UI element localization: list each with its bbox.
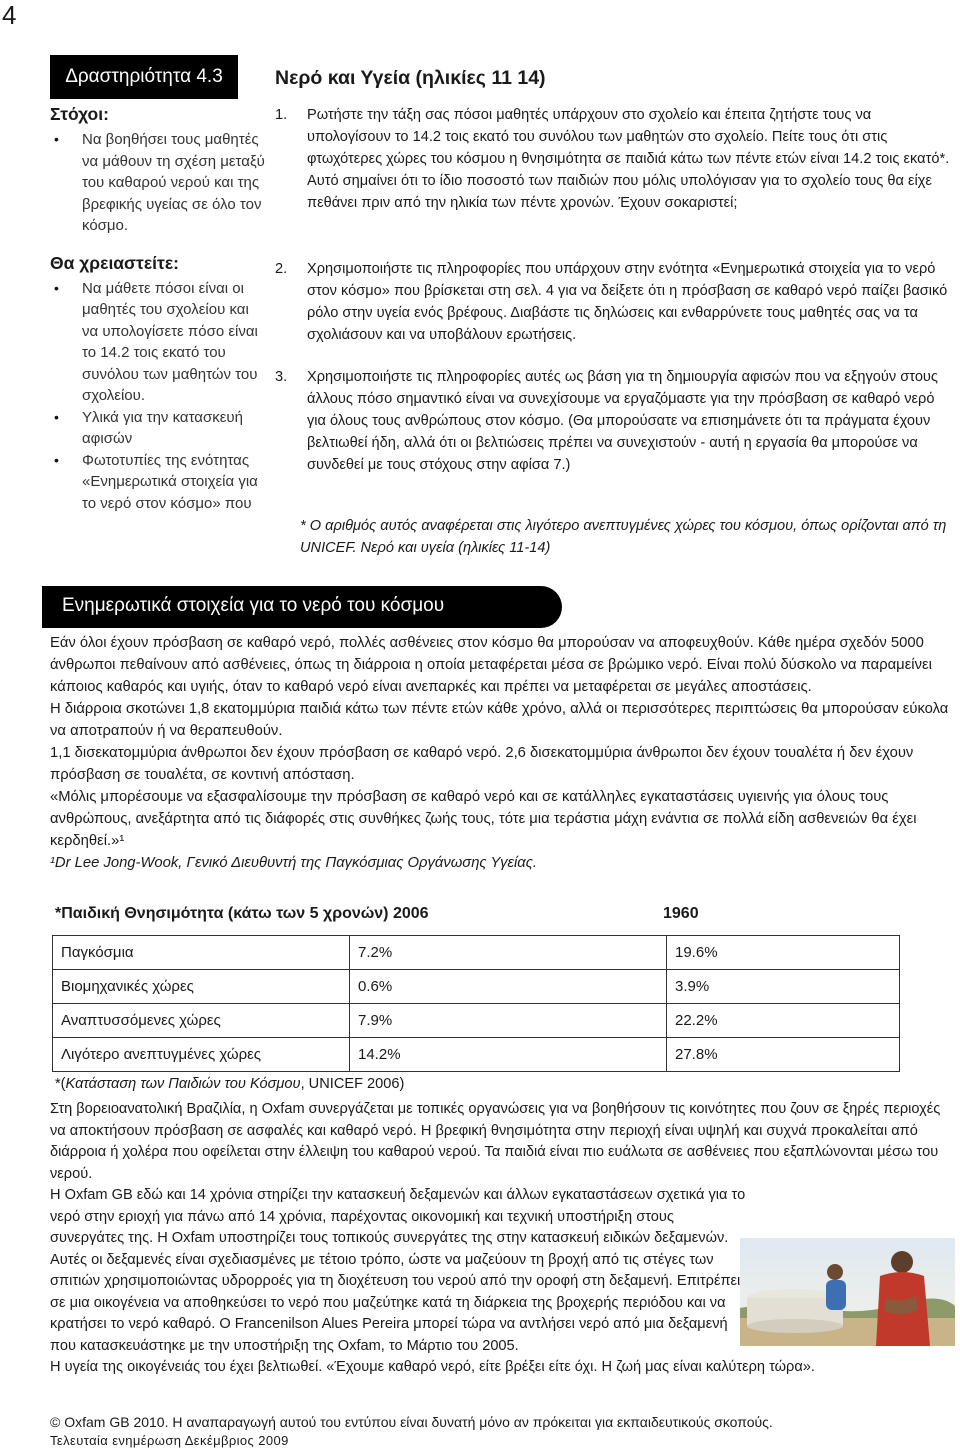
story-paragraph: Η υγεία της οικογένειάς του έχει βελτιωθεί. «Έχουμε καθαρό νερό, είτε βρέξει είτε όχι. Η ζωή μας είναι καλύτερη τώρα». [50,1359,815,1375]
table-year-header: 1960 [663,905,699,922]
region-cell: Λιγότερο ανεπτυγμένες χώρες [53,1038,350,1072]
step-text: Ρωτήστε την τάξη σας πόσοι μαθητές υπάρχουν στο σχολείο και έπειτα ζητήστε τους να υπολογίσουν το 14.2 τοις εκατό του συνόλου των μαθητών στο σχολείο. Πείτε τους ότι στις φτωχότερες χώρες του κόσμου η θνησιμότητα σε παιδιά κάτω των πέντε ετών είναι 14.2 τοις εκατό*. Αυτό σημαίνει ότι το ίδιο ποσοστό των παιδιών που μόλις υπολόγισαν για το σχολείο τους θα είχε πεθάνει πριν από την ηλικία των πέντε χρονών. Έχουν σοκαριστεί; [307,107,950,211]
activity-badge: Δραστηριότητα 4.3 [50,55,238,99]
needs-list [50,278,265,515]
step-item [275,366,950,476]
last-updated: Τελευταία ενημέρωση Δεκέμβριος 2009 [50,1433,289,1448]
region-cell: Αναπτυσσόμενες χώρες [53,1004,350,1038]
value-2006-cell: 7.2% [350,936,667,970]
table-row [53,936,900,970]
facts-body [50,632,950,874]
step-number: 2. [275,261,288,277]
need-item: • Να μάθετε πόσοι είναι οι μαθητές του σχολείου και να υπολογίσετε πόσο είναι το 14.2 τοις εκατό του συνόλου των μαθητών του σχολείου. [50,278,265,407]
table-row [53,1004,900,1038]
page-number: 4 [2,0,17,30]
sidebar [50,104,265,514]
step-text: Χρησιμοποιήστε τις πληροφορίες που υπάρχουν στην ενότητα «Ενημερωτικά στοιχεία για το νερό στον κόσμο» που βρίσκεται στη σελ. 4 για να δείξετε ότι η πρόσβαση σε καθαρό νερό παίζει βασικό ρόλο στην υγεία ενός βρέφους. Διαβάστε τις δηλώσεις και ενθαρρύνετε τους μαθητές σας να τα σχολιάσουν και να υποβάλουν ερωτήσεις. [307,261,948,343]
facts-paragraph: Η διάρροια σκοτώνει 1,8 εκατομμύρια παιδιά κάτω των πέντε ετών κάθε χρόνο, αλλά οι περισσότερες περιπτώσεις θα μπορούσαν εύκολα να αποτραπούν ή να θεραπευθούν. [50,701,949,739]
table-source-prefix: *( [55,1076,66,1092]
mortality-table [52,935,900,1072]
step-number: 3. [275,369,288,385]
value-2006-cell: 0.6% [350,970,667,1004]
need-item: • Φωτοτυπίες της ενότητας «Ενημερωτικά στοιχεία για το νερό στον κόσμο» που [50,450,265,515]
table-title: *Παιδική Θνησιμότητα (κάτω των 5 χρονών) 2006 [55,905,429,922]
facts-heading: Ενημερωτικά στοιχεία για το νερό του κόσμου [42,586,562,628]
value-1960-cell: 3.9% [667,970,900,1004]
value-2006-cell: 7.9% [350,1004,667,1038]
step-number: 1. [275,107,288,123]
value-2006-cell: 14.2% [350,1038,667,1072]
needs-heading: Θα χρειαστείτε: [50,252,179,273]
facts-paragraph: «Μόλις μπορέσουμε να εξασφαλίσουμε την πρόσβαση σε καθαρό νερό και σε κατάλληλες εγκαταστάσεις υγιεινής για όλους τους ανθρώπους, ανεξάρτητα από τις διάφορές στις συνθήκες ζωής τους, τότε μια τεράστια μάχη ενάντια σε πολλά είδη ασθενειών θα έχει κερδηθεί.»¹ [50,789,917,849]
quote-source: ¹Dr Lee Jong-Wook, Γενικό Διευθυντή της Παγκόσμιας Οργάνωσης Υγείας. [50,855,538,871]
table-source [55,1076,404,1092]
step-text: Χρησιμοποιήστε τις πληροφορίες αυτές ως βάση για τη δημιουργία αφισών που να εξηγούν στους άλλους πόσο σημαντικό είναι να συνεχίσουμε να εργαζόμαστε για την πρόσβαση σε καθαρό νερό για όλους τους ανθρώπους στον κόσμο. (Θα μπορούσατε να επισημάνετε ότι τα πράγματα έχουν βελτιωθεί ήδη, αλλά ότι οι βελτιώσεις πρέπει να συνεχιστούν - αυτή η εργασία θα μπορούσε να συνδεθεί με τους στόχους στην αφίσα 7.) [307,369,938,473]
value-1960-cell: 27.8% [667,1038,900,1072]
story-paragraph: Στη βορειοανατολική Βραζιλία, η Oxfam συνεργάζεται με τοπικές οργανώσεις για να βοηθήσουν τις κοινότητες που ζουν σε ξηρές περιοχές να αποκτήσουν πρόσβαση σε ασφαλές και καθαρό νερό. Η βρεφική θνησιμότητα στην περιοχή είναι υψηλή και συχνά προκαλείται από διάρροια ή χολέρα που οφείλεται στην έλλειψη του καθαρού νερού. Τα παιδιά είναι πιο ευάλωτα σε ασθένειες που εξαπλώνονται μέσω του νερού. [50,1101,941,1182]
facts-paragraph: 1,1 δισεκατομμύρια άνθρωποι δεν έχουν πρόσβαση σε καθαρό νερό. 2,6 δισεκατομμύρια άνθρωποι δεν έχουν τουαλέτα ή δεν έχουν πρόσβαση σε τουαλέτα, σε κοντινή απόσταση. [50,745,914,783]
value-1960-cell: 19.6% [667,936,900,970]
region-cell: Παγκόσμια [53,936,350,970]
step-item [275,258,950,346]
tank-photo [740,1238,955,1346]
table-source-title: Κατάσταση των Παιδιών του Κόσμου [65,1076,301,1092]
region-cell: Βιομηχανικές χώρες [53,970,350,1004]
activity-title: Νερό και Υγεία (ηλικίες 11 14) [275,67,546,89]
goal-item: • Να βοηθήσει τους μαθητές να μάθουν τη σχέση μεταξύ του καθαρού νερού και της βρεφικής υγείας σε όλο τον κόσμο. [50,129,265,237]
goals-heading: Στόχοι: [50,104,109,124]
goals-list [50,129,265,237]
footnote: * Ο αριθμός αυτός αναφέρεται στις λιγότερο ανεπτυγμένες χώρες του κόσμου, όπως ορίζονται από τη UNICEF. Νερό και υγεία (ηλικίες 11-14) [300,518,947,556]
need-item: • Υλικά για την κατασκευή αφισών [50,407,265,450]
value-1960-cell: 22.2% [667,1004,900,1038]
copyright: © Oxfam GB 2010. Η αναπαραγωγή αυτού του εντύπου είναι δυνατή μόνο αν πρόκειται για εκπαιδευτικούς σκοπούς. [50,1414,773,1430]
tank-photo-illustration [740,1238,955,1346]
table-row [53,1038,900,1072]
table-row [53,970,900,1004]
table-source-suffix: , UNICEF 2006) [300,1076,405,1092]
story-paragraph: Η Oxfam GB εδώ και 14 χρόνια στηρίζει την κατασκευή δεξαμενών και άλλων εγκαταστάσεων σχετικά για το νερό στην εριοχή για πάνω από 14 χρόνια, παρέχοντας οικονομική και τεχνική υποστήριξη στους συνεργάτες της. Η Oxfam υποστηρίζει τους τοπικούς συνεργάτες της στην κατασκευή ειδικών δεξαμενών. Αυτές οι δεξαμενές είναι σχεδιασμένες με τέτοιο τρόπο, ώστε να μαζεύουν τη βροχή από τις στέγες των σπιτιών χρησιμοποιώντας υδρορροές για τη διοχέτευση του νερού από την οροφή στη δεξαμενή. Επιτρέπει σε μια οικογένεια να αποθηκεύσει το νερό που μαζεύτηκε κατά τη διάρκεια της βροχερής περιόδου και να κρατήσει το νερό καθαρό. Ο Francenilson Alues Pereira μπορεί τώρα να αντλήσει νερό από μια δεξαμενή που κατασκευάστηκε με την υποστήριξη της Oxfam, το Μάρτιο του 2005. [50,1187,746,1354]
facts-paragraph: Εάν όλοι έχουν πρόσβαση σε καθαρό νερό, πολλές ασθένειες στον κόσμο θα μπορούσαν να αποφευχθούν. Κάθε ημέρα σχεδόν 5000 άνθρωποι πεθαίνουν από ασθένειες, όπως τη διάρροια η οποία μεταφέρεται μέσα σε βρώμικο νερό. Είναι πολύ δύσκολο να παραμείνει κάποιος καθαρός και υγιής, όταν το καθαρό νερό είναι ανεπαρκές και πρέπει να μεταφέρεται σε μεγάλες αποστάσεις. [50,635,932,695]
step-item [275,104,950,214]
